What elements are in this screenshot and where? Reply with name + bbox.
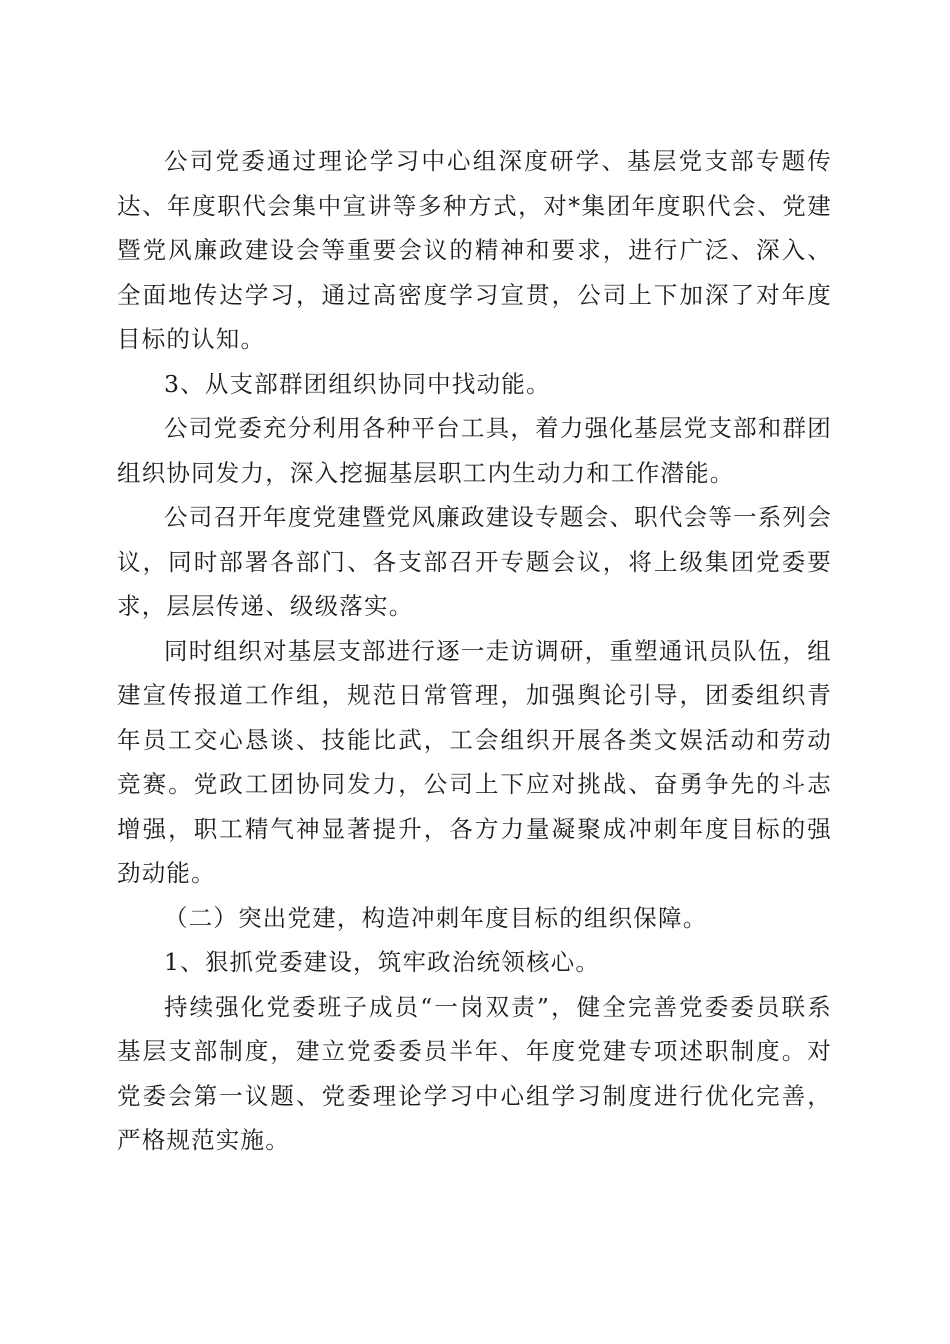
paragraph-study-methods: 公司党委通过理论学习中心组深度研学、基层党支部专题传达、年度职代会集中宣讲等多种方式，对*集团年度职代会、党建暨党风廉政建设会等重要会议的精神和要求，进行广泛、深入、全面地传达学习，通过高密度学习宣贯，公司上下加深了对年度目标的认知。: [117, 147, 832, 353]
paragraph-dual-responsibility: 持续强化党委班子成员“一岗双责”，健全完善党委委员联系基层支部制度，建立党委委员半年、年度党建专项述职制度。对党委会第一议题、党委理论学习中心组学习制度进行优化完善，严格规范实施。: [117, 992, 832, 1154]
paragraph-platform-tools: 公司党委充分利用各种平台工具，着力强化基层党支部和群团组织协同发力，深入挖掘基层职工内生动力和工作潜能。: [117, 414, 832, 487]
subheading-3-branch-coordination: 3、从支部群团组织协同中找动能。: [164, 369, 551, 398]
subheading-1-party-committee: 1、狠抓党委建设，筑牢政治统领核心。: [164, 948, 601, 976]
document-body: [117, 139, 832, 1163]
paragraph-special-meetings: 公司召开年度党建暨党风廉政建设专题会、职代会等一系列会议，同时部署各部门、各支部召开专题会议，将上级集团党委要求，层层传递、级级落实。: [117, 503, 832, 620]
paragraph-grassroots-visits: 同时组织对基层支部进行逐一走访调研，重塑通讯员队伍，组建宣传报道工作组，规范日常管理，加强舆论引导，团委组织青年员工交心恳谈、技能比武，工会组织开展各类文娱活动和劳动竞赛。党政工团协同发力，公司上下应对挑战、奋勇争先的斗志增强，职工精气神显著提升，各方力量凝聚成冲刺年度目标的强劲动能。: [117, 636, 832, 887]
section-heading-2-party-building: （二）突出党建，构造冲刺年度目标的组织保障。: [164, 903, 708, 932]
